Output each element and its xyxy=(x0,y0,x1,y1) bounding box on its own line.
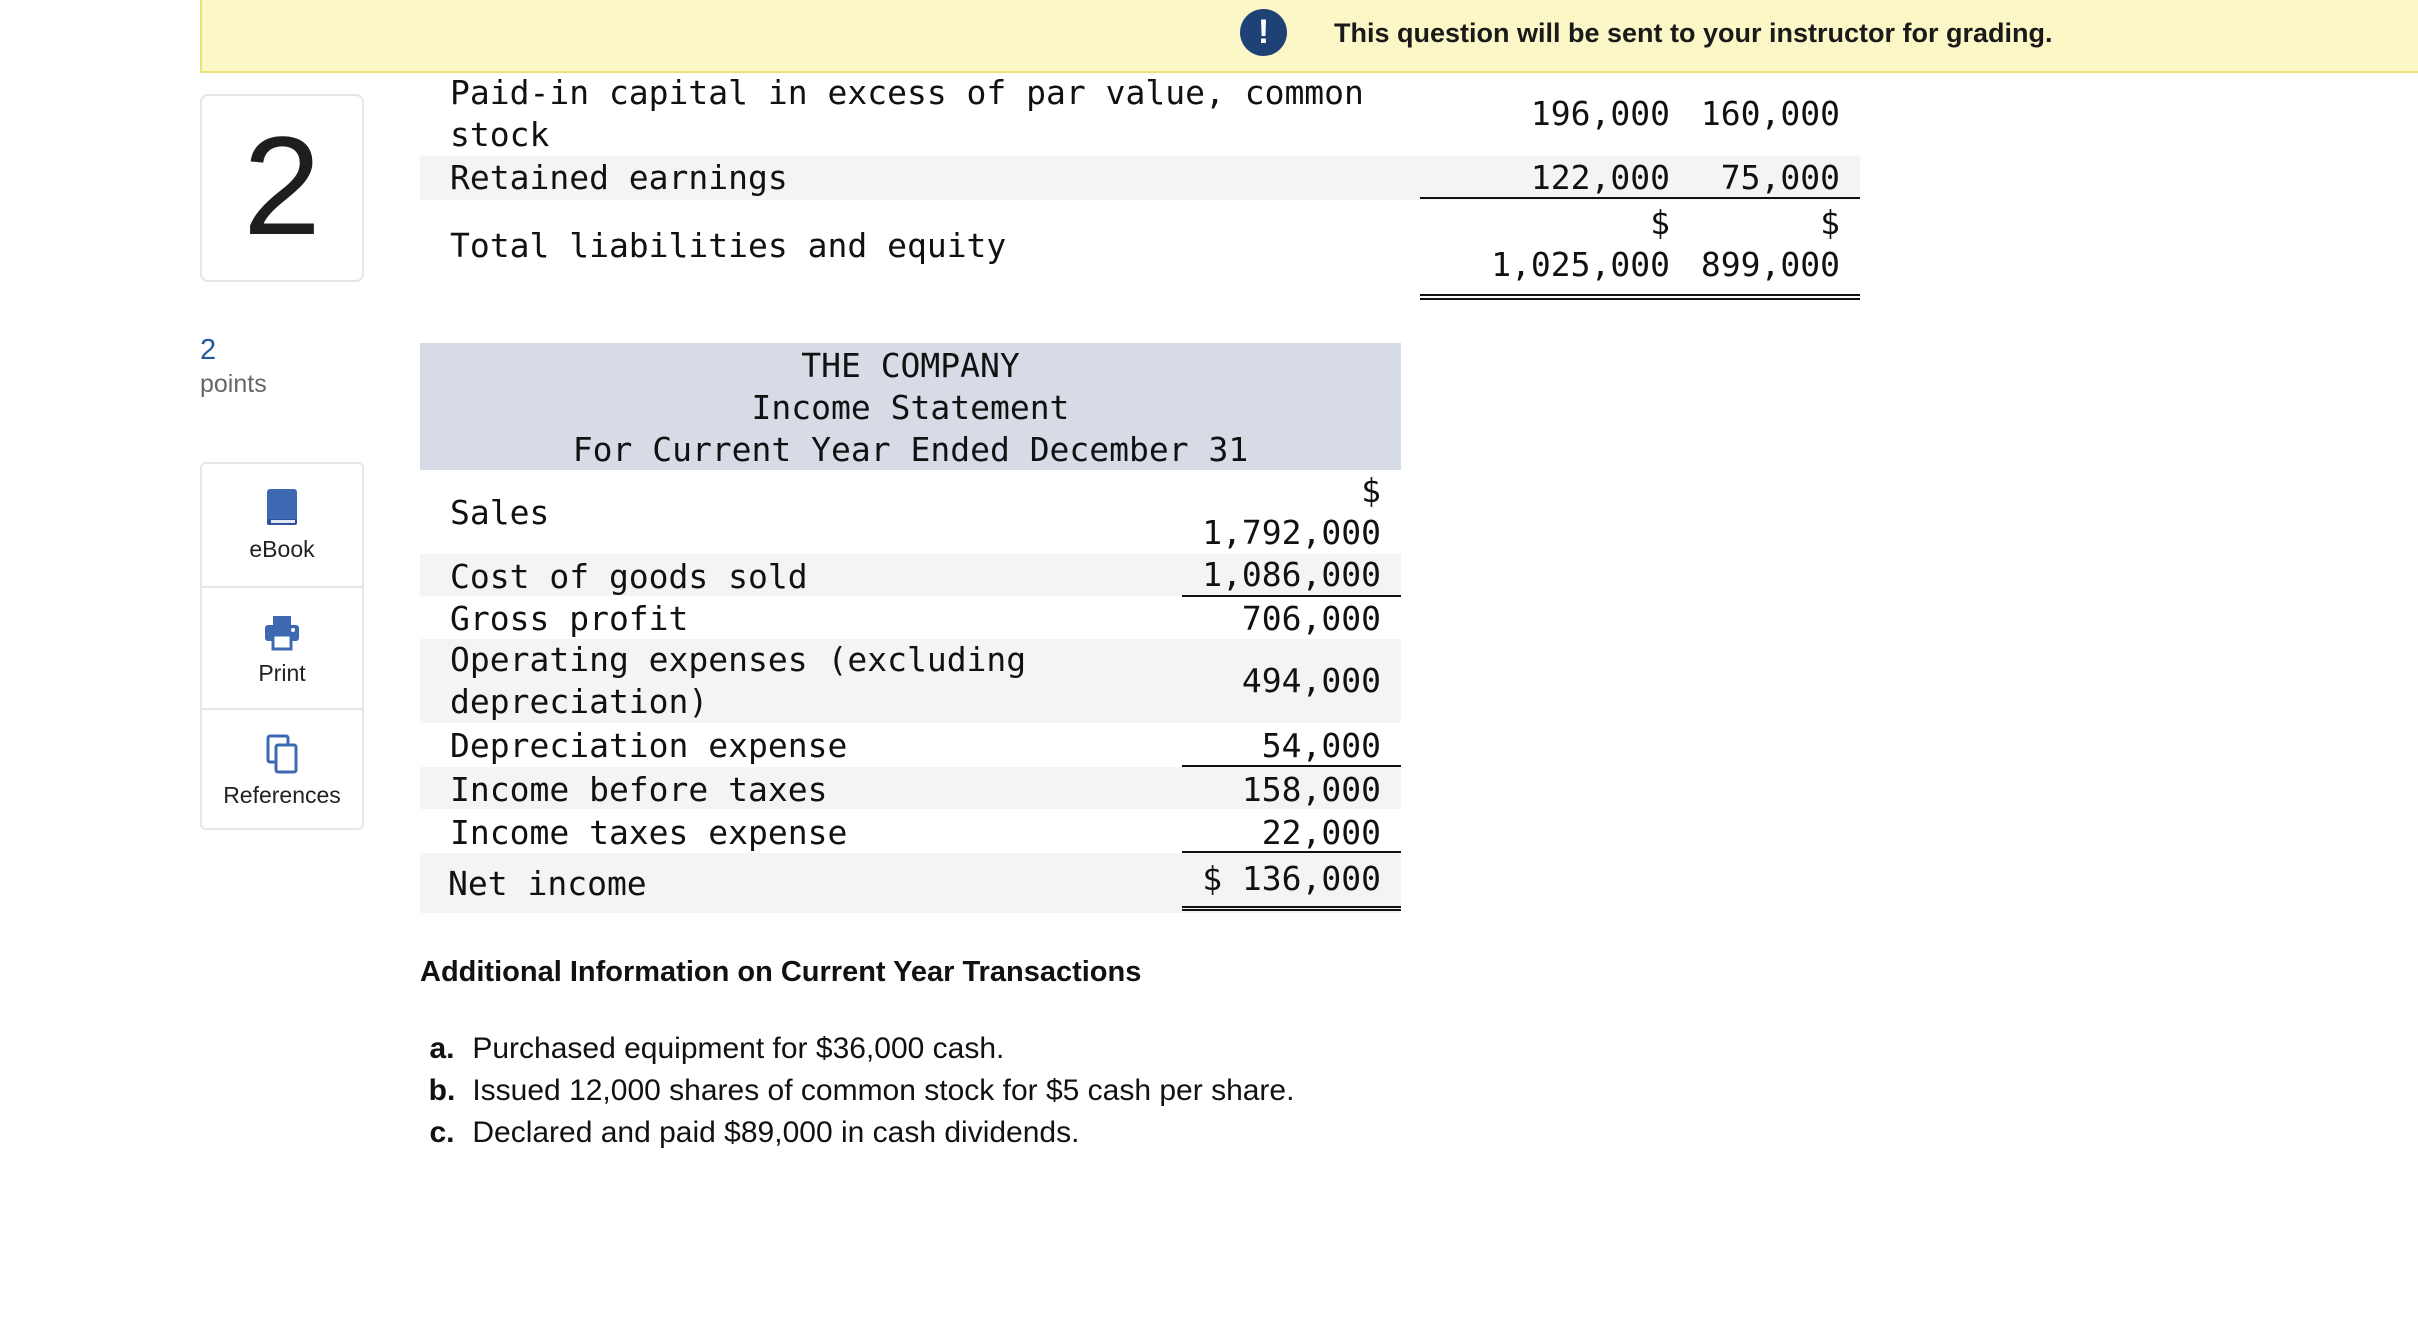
list-item xyxy=(420,1028,1294,1070)
printer-icon xyxy=(262,610,302,654)
prior-year-value: 75,000 xyxy=(1720,158,1840,197)
row-label: Cost of goods sold xyxy=(450,557,808,596)
table-row xyxy=(420,723,1401,765)
row-amount: 1,086,000 xyxy=(1202,555,1381,594)
question-number-card xyxy=(200,94,364,282)
row-label: Income taxes expense xyxy=(450,813,848,852)
statement-period: For Current Year Ended December 31 xyxy=(572,430,1249,469)
table-row xyxy=(420,597,1401,639)
row-label: Paid‐in capital in excess of par value, common xyxy=(450,73,1364,112)
table-row xyxy=(420,554,1401,596)
references-label: References xyxy=(223,782,341,808)
row-label: Sales xyxy=(450,493,550,532)
row-label: Net income xyxy=(448,864,647,903)
subtotal-rule xyxy=(1420,197,1860,199)
row-label: Total liabilities and equity xyxy=(450,226,1007,265)
table-row xyxy=(420,156,1860,200)
row-label: Income before taxes xyxy=(450,770,828,809)
row-label-continued: stock xyxy=(450,115,550,154)
question-tools-panel xyxy=(200,462,364,830)
item-text: Issued 12,000 shares of common stock for $5 cash per share. xyxy=(472,1074,1295,1107)
additional-info-title: Additional Information on Current Year Transactions xyxy=(420,956,1142,988)
row-amount: 54,000 xyxy=(1261,726,1381,765)
row-amount: 158,000 xyxy=(1241,770,1381,809)
grading-notice-banner xyxy=(200,0,2418,73)
item-text: Purchased equipment for $36,000 cash. xyxy=(472,1032,1005,1065)
points-label: points xyxy=(200,370,267,398)
statement-title: Income Statement xyxy=(751,388,1070,427)
row-amount: 706,000 xyxy=(1241,599,1381,638)
ebook-button[interactable] xyxy=(202,464,362,586)
table-row xyxy=(420,853,1401,913)
table-row xyxy=(420,200,1860,300)
item-letter: c. xyxy=(429,1116,455,1149)
table-row xyxy=(420,809,1401,851)
table-row xyxy=(420,639,1401,723)
current-year-currency: $ xyxy=(1650,203,1670,242)
row-amount: 494,000 xyxy=(1241,661,1381,700)
points-indicator xyxy=(200,333,267,401)
question-number: 2 xyxy=(243,107,321,264)
current-year-value: 1,025,000 xyxy=(1491,245,1670,284)
row-currency: $ xyxy=(1361,471,1381,510)
print-label: Print xyxy=(258,660,306,686)
list-item xyxy=(420,1070,1294,1112)
total-double-rule xyxy=(1420,294,1860,300)
row-label: Retained earnings xyxy=(450,158,788,197)
print-button[interactable] xyxy=(202,586,362,708)
prior-year-value: 899,000 xyxy=(1700,245,1840,284)
copy-icon xyxy=(262,732,302,776)
list-item xyxy=(420,1112,1294,1154)
income-statement-header xyxy=(420,343,1401,470)
current-year-value: 122,000 xyxy=(1530,158,1670,197)
row-label-continued: depreciation) xyxy=(450,682,709,721)
points-value: 2 xyxy=(200,334,217,366)
row-amount: 1,792,000 xyxy=(1202,513,1381,552)
prior-year-value: 160,000 xyxy=(1700,94,1840,133)
table-row xyxy=(420,767,1401,809)
table-row xyxy=(420,470,1401,554)
row-label: Operating expenses (excluding xyxy=(450,640,1027,679)
additional-info-list xyxy=(420,1028,1294,1154)
grading-notice-text: This question will be sent to your instructor for grading. xyxy=(1334,18,2053,48)
ebook-label: eBook xyxy=(249,536,315,562)
net-income-double-rule xyxy=(1182,906,1401,911)
item-text: Declared and paid $89,000 in cash dividends. xyxy=(472,1116,1080,1149)
item-letter: a. xyxy=(429,1032,455,1065)
row-label: Depreciation expense xyxy=(450,726,848,765)
table-row xyxy=(420,70,1860,156)
book-icon xyxy=(262,486,302,530)
prior-year-currency: $ xyxy=(1820,203,1840,242)
row-amount: 22,000 xyxy=(1261,813,1381,852)
item-letter: b. xyxy=(428,1074,456,1107)
current-year-value: 196,000 xyxy=(1530,94,1670,133)
exclamation-icon: ! xyxy=(1240,9,1287,56)
row-label: Gross profit xyxy=(450,599,689,638)
row-amount: $ 136,000 xyxy=(1202,859,1381,898)
company-name: THE COMPANY xyxy=(801,346,1020,385)
references-button[interactable] xyxy=(202,708,362,830)
